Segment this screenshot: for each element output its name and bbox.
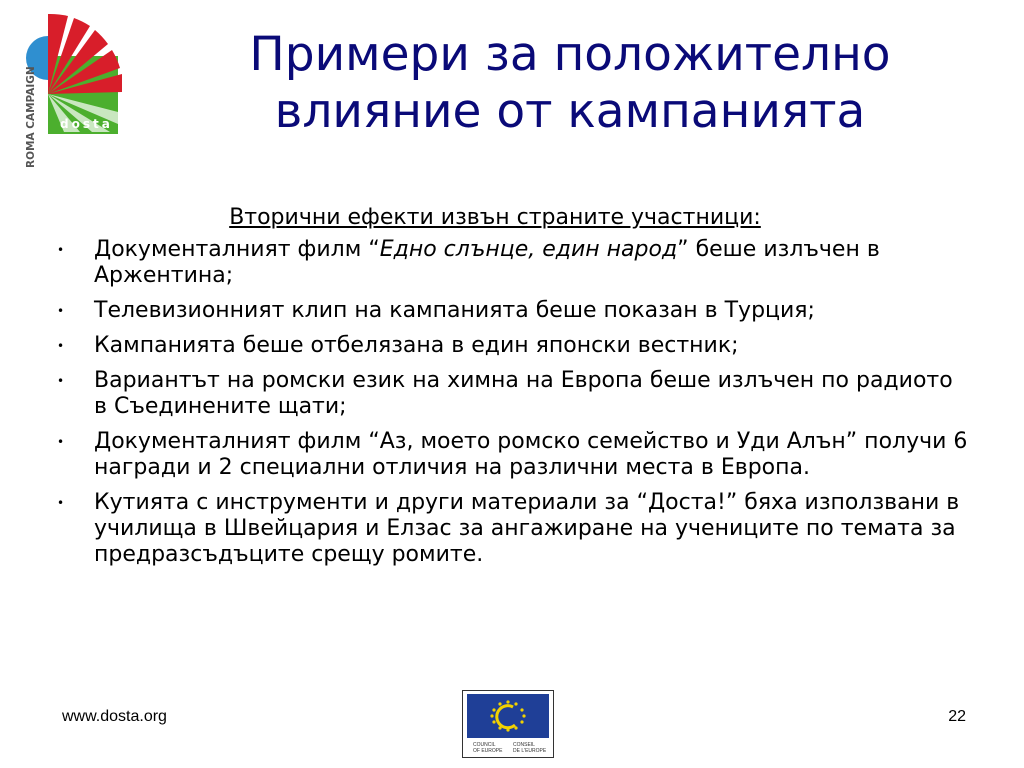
title-line-1: Примери за положително (249, 27, 891, 82)
list-item (50, 237, 970, 289)
list-item (50, 368, 970, 420)
logo-vertical-text: ROMA CAMPAIGN (25, 66, 37, 168)
page-number: 22 (948, 708, 966, 725)
list-item (50, 298, 970, 324)
section-subtitle: Вторични ефекти извън страните участници: (229, 205, 761, 230)
bullet-dot: • (57, 339, 65, 353)
list-item (50, 429, 970, 481)
coe-text-en-2: OF EUROPE (473, 748, 503, 754)
item-text-start: Документалният филм “ (94, 237, 380, 262)
item-text: Вариантът на ромски език на химна на Европа беше излъчен по радиото в Съединените щати; (94, 368, 953, 419)
website-link[interactable]: www.dosta.org (62, 708, 167, 725)
slide-title (140, 26, 1000, 140)
title-line-2: влияние от кампанията (274, 84, 866, 139)
coe-text-fr-2: DE L'EUROPE (513, 748, 547, 754)
bullet-dot: • (57, 304, 65, 318)
coe-text-fr-1: CONSEIL (513, 742, 535, 748)
bullet-dot: • (57, 496, 65, 510)
bullet-dot: • (57, 243, 65, 257)
item-text-end: ” беше излъчен в Аржентина; (94, 237, 880, 288)
bullet-list (50, 237, 970, 577)
item-text: Кампанията беше отбелязана в един японски вестник; (94, 333, 739, 358)
dosta-roma-campaign-logo (20, 12, 122, 170)
bullet-dot: • (57, 435, 65, 449)
film-title-italic: Едно слънце, един народ (379, 237, 678, 262)
item-text: Кутията с инструменти и други материали за “Доста!” бяха използвани в училища в Швейцария и Елзас за ангажиране на учениците по темата за предразсъдъците срещу ромите. (94, 490, 960, 567)
logo-brand-text: dosta (60, 117, 113, 131)
bullet-dot: • (57, 374, 65, 388)
item-text: Телевизионният клип на кампанията беше показан в Турция; (94, 298, 815, 323)
coe-text-en-1: COUNCIL (473, 742, 496, 748)
item-text: Документалният филм “Аз, моето ромско семейство и Уди Алън” получи 6 награди и 2 специални отличия на различни места в Европа. (94, 429, 968, 480)
list-item (50, 333, 970, 359)
list-item (50, 490, 970, 568)
council-of-europe-logo (462, 690, 554, 758)
